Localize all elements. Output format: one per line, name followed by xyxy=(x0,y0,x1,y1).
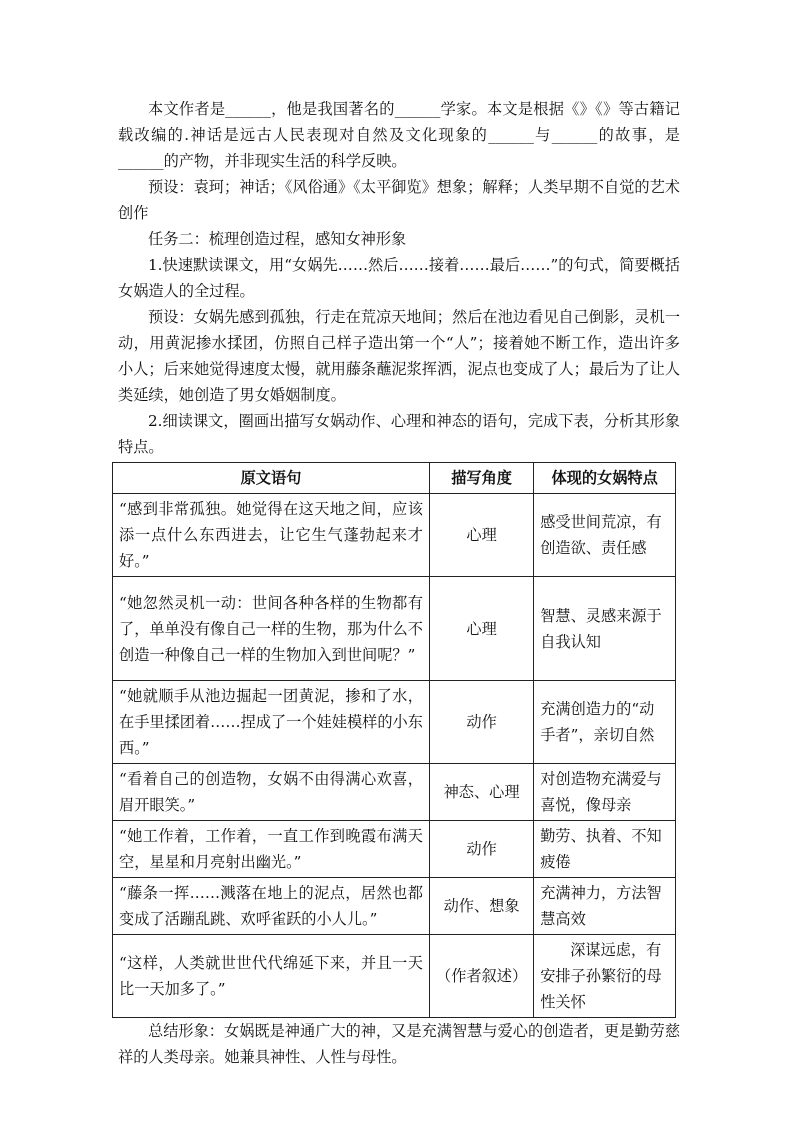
summary-paragraph: 总结形象：女娲既是神通广大的神，又是充满智慧与爱心的创造者，更是勤劳慈祥的人类母亲。她兼具神性、人性与母性。 xyxy=(118,1022,680,1066)
analysis-table xyxy=(112,462,676,1018)
document-page xyxy=(118,96,680,1070)
table-row xyxy=(113,681,676,764)
preset-answer-1: 预设：袁珂；神话；《风俗通》《太平御览》想象；解释；人类早期不自觉的艺术创作 xyxy=(118,178,680,222)
row-angle: （作者叙述） xyxy=(429,935,533,1018)
table-header-row xyxy=(113,463,676,494)
row-quote: “这样，人类就世世代代绵延下来，并且一天比一天加多了。” xyxy=(113,935,430,1018)
row-trait: 充满神力，方法智慧高效 xyxy=(534,878,676,935)
row-trait: 感受世间荒凉，有创造欲、责任感 xyxy=(534,494,676,577)
row-trait: 对创造物充满爱与喜悦，像母亲 xyxy=(534,764,676,821)
intro-paragraph: 本文作者是______，他是我国著名的______学家。本文是根据《》《》等古籍记载改编的.神话是远古人民表现对自然及文化现象的______与______的故事，是______的产物，并非现实生活的科学反映。 xyxy=(118,100,680,170)
row-quote: “感到非常孤独。她觉得在这天地之间，应该添一点什么东西进去，让它生气蓬勃起来才好。” xyxy=(113,494,430,577)
table-row xyxy=(113,935,676,1018)
row-angle: 动作 xyxy=(429,681,533,764)
row-trait: 智慧、灵感来源于自我认知 xyxy=(534,577,676,681)
question-1: 1.快速默读课文，用“女娲先……然后……接着……最后……”的句式，简要概括女娲造人的全过程。 xyxy=(118,256,680,300)
header-trait: 体现的女娲特点 xyxy=(534,463,676,494)
header-quote: 原文语句 xyxy=(113,463,430,494)
preset-answer-2: 预设：女娲先感到孤独，行走在荒凉天地间；然后在池边看见自己倒影，灵机一动，用黄泥掺水揉团，仿照自己样子造出第一个“人”；接着她不断工作，造出许多小人；后来她觉得速度太慢，就用藤条蘸泥浆挥洒，泥点也变成了人；最后为了让人类延续，她创造了男女婚姻制度。 xyxy=(118,308,680,404)
table-row xyxy=(113,878,676,935)
row-quote: “她忽然灵机一动：世间各种各样的生物都有了，单单没有像自己一样的生物，那为什么不创造一种像自己一样的生物加入到世间呢？” xyxy=(113,577,430,681)
row-quote: “看着自己的创造物，女娲不由得满心欢喜，眉开眼笑。” xyxy=(113,764,430,821)
row-angle: 神态、心理 xyxy=(429,764,533,821)
table-row xyxy=(113,764,676,821)
row-quote: “藤条一挥……溅落在地上的泥点，居然也都变成了活蹦乱跳、欢呼雀跃的小人儿。” xyxy=(113,878,430,935)
header-angle: 描写角度 xyxy=(429,463,533,494)
row-angle: 动作 xyxy=(429,821,533,878)
table-row xyxy=(113,821,676,878)
row-angle: 心理 xyxy=(429,577,533,681)
row-quote: “她工作着，工作着，一直工作到晚霞布满天空，星星和月亮射出幽光。” xyxy=(113,821,430,878)
question-2: 2.细读课文，圈画出描写女娲动作、心理和神态的语句，完成下表，分析其形象特点。 xyxy=(118,412,680,456)
row-angle: 动作、想象 xyxy=(429,878,533,935)
row-trait: 勤劳、执着、不知疲倦 xyxy=(534,821,676,878)
row-trait: 充满创造力的“动手者”，亲切自然 xyxy=(534,681,676,764)
table-row xyxy=(113,577,676,681)
row-angle: 心理 xyxy=(429,494,533,577)
row-trait: 深谋远虑，有安排子孙繁衍的母性关怀 xyxy=(534,935,676,1018)
table-row xyxy=(113,494,676,577)
row-quote: “她就顺手从池边掘起一团黄泥，掺和了水，在手里揉团着……捏成了一个娃娃模样的小东西。” xyxy=(113,681,430,764)
task-2-title: 任务二：梳理创造过程，感知女神形象 xyxy=(148,230,407,248)
